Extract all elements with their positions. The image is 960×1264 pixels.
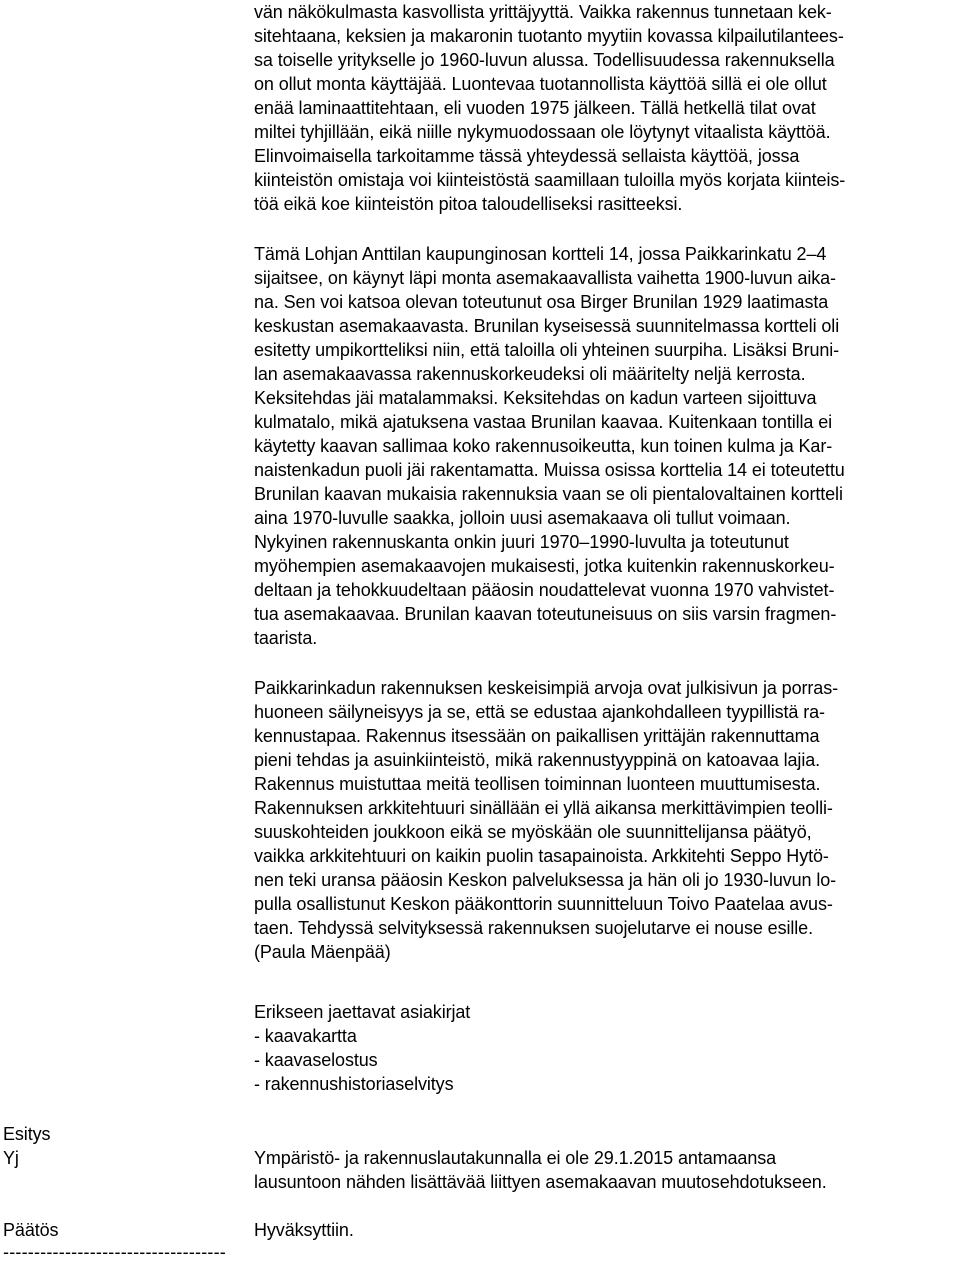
decision-text: Hyväksyttiin.: [254, 1220, 354, 1240]
text-line: pulla osallistunut Keskon pääkonttorin suunnitteluun Toivo Paatelaa avus-: [254, 894, 833, 914]
text-line: Elinvoimaisella tarkoitamme tässä yhteydessä sellaista käyttöä, jossa: [254, 146, 800, 166]
list-item: - kaavakartta: [254, 1026, 357, 1046]
proposal-text-line: lausuntoon nähden lisättävää liittyen asemakaavan muutosehdotukseen.: [254, 1172, 827, 1192]
text-line: (Paula Mäenpää): [254, 942, 391, 962]
text-line: sitehtaana, keksien ja makaronin tuotanto myytiin kovassa kilpailutilantees-: [254, 26, 844, 46]
attachments-heading: Erikseen jaettavat asiakirjat: [254, 1002, 471, 1022]
list-item: - rakennushistoriaselvitys: [254, 1074, 454, 1094]
text-line: kiinteistön omistaja voi kiinteistöstä saamillaan tuloilla myös korjata kiinteis-: [254, 170, 846, 190]
separator-line: ------------------------------------: [3, 1242, 226, 1262]
text-line: sa toiselle yritykselle jo 1960-luvun alussa. Todellisuudessa rakennuksella: [254, 50, 835, 70]
text-line: Nykyinen rakennuskanta onkin juuri 1970–1990-luvulta ja toteutunut: [254, 532, 789, 552]
text-line: Brunilan kaavan mukaisia rakennuksia vaan se oli pientalovaltainen kortteli: [254, 484, 843, 504]
text-line: lan asemakaavassa rakennuskorkeudeksi oli määritelty neljä kerrosta.: [254, 364, 806, 384]
text-line: Rakennus muistuttaa meitä teollisen toiminnan luonteen muuttumisesta.: [254, 774, 821, 794]
text-line: kennustapaa. Rakennus itsessään on paikallisen yrittäjän rakennuttama: [254, 726, 820, 746]
proposal-label: Esitys: [3, 1124, 51, 1144]
text-line: aina 1970-luvulle saakka, jolloin uusi asemakaava oli tullut voimaan.: [254, 508, 791, 528]
text-line: Paikkarinkadun rakennuksen keskeisimpiä arvoja ovat julkisivun ja porras-: [254, 678, 838, 698]
text-line: taarista.: [254, 628, 318, 648]
text-line: esitetty umpikortteliksi niin, että taloilla oli yhteinen suurpiha. Lisäksi Bruni-: [254, 340, 840, 360]
text-line: deltaan ja tehokkuudeltaan pääosin noudattelevat vuonna 1970 vahvistet-: [254, 580, 835, 600]
list-item: - kaavaselostus: [254, 1050, 378, 1070]
text-line: sijaitsee, on käynyt läpi monta asemakaavallista vaihetta 1900-luvun aika-: [254, 268, 836, 288]
text-line: huoneen säilyneisyys ja se, että se edustaa ajankohdalleen tyypillistä ra-: [254, 702, 825, 722]
text-line: suuskohteiden joukkoon eikä se myöskään ole suunnittelijansa päätyö,: [254, 822, 812, 842]
text-line: Keksitehdas jäi matalammaksi. Keksitehdas on kadun varteen sijoittuva: [254, 388, 817, 408]
proposal-text-line: Ympäristö- ja rakennuslautakunnalla ei ole 29.1.2015 antamaansa: [254, 1148, 777, 1168]
text-line: kulmatalo, mikä ajatuksena vastaa Brunilan kaavaa. Kuitenkaan tontilla ei: [254, 412, 833, 432]
text-line: vaikka arkkitehtuuri on kaikin puolin tasapainoista. Arkkitehti Seppo Hytö-: [254, 846, 829, 866]
text-line: tua asemakaavaa. Brunilan kaavan toteutuneisuus on siis varsin fragmen-: [254, 604, 837, 624]
text-line: Tämä Lohjan Anttilan kaupunginosan kortteli 14, jossa Paikkarinkatu 2–4: [254, 244, 827, 264]
text-line: taen. Tehdyssä selvityksessä rakennuksen suojelutarve ei nouse esille.: [254, 918, 813, 938]
text-line: na. Sen voi katsoa olevan toteutunut osa Birger Brunilan 1929 laatimasta: [254, 292, 829, 312]
text-line: nen teki uransa pääosin Keskon palveluksessa ja hän oli jo 1930-luvun lo-: [254, 870, 837, 890]
text-line: Rakennuksen arkkitehtuuri sinällään ei yllä aikansa merkittävimpien teolli-: [254, 798, 833, 818]
text-line: enää laminaattitehtaan, eli vuoden 1975 jälkeen. Tällä hetkellä tilat ovat: [254, 98, 816, 118]
text-line: keskustan asemakaavasta. Brunilan kyseisessä suunnitelmassa kortteli oli: [254, 316, 840, 336]
text-line: on ollut monta käyttäjää. Luontevaa tuotannollista käyttöä sillä ei ole ollut: [254, 74, 827, 94]
text-line: naistenkadun puoli jäi rakentamatta. Muissa osissa korttelia 14 ei toteutettu: [254, 460, 845, 480]
text-line: pieni tehdas ja asuinkiinteistö, mikä rakennustyyppinä on katoavaa lajia.: [254, 750, 821, 770]
text-line: vän näkökulmasta kasvollista yrittäjyyttä. Vaikka rakennus tunnetaan kek-: [254, 2, 832, 22]
text-line: miltei tyhjillään, eikä niille nykymuodossaan ole löytynyt vitaalista käyttöä.: [254, 122, 831, 142]
text-line: myöhempien asemakaavojen mukaisesti, jotka kuitenkin rakennuskorkeu-: [254, 556, 835, 576]
decision-label: Päätös: [3, 1220, 59, 1240]
text-line: töä eikä koe kiinteistön pitoa taloudelliseksi rasitteeksi.: [254, 194, 683, 214]
text-line: käytetty kaavan sallimaa koko rakennusoikeutta, kun toinen kulma ja Kar-: [254, 436, 833, 456]
proposal-presenter: Yj: [3, 1148, 19, 1168]
